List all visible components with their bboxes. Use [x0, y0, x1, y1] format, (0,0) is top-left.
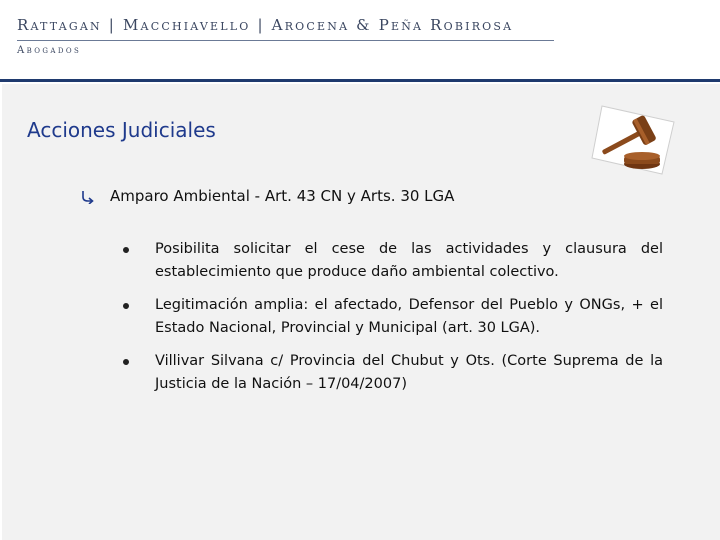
bullet-dot-icon: [123, 247, 129, 253]
list-item-text: Posibilita solicitar el cese de las actividades y clausura del establecimiento que produce daño ambiental colectivo.: [155, 241, 663, 280]
firm-subtitle: Abogados: [17, 45, 82, 56]
firm-name-rule: [17, 40, 554, 41]
main-bullet: [80, 187, 454, 205]
list-item: [123, 238, 663, 284]
list-item: [123, 350, 663, 396]
slide-title: Acciones Judiciales: [27, 118, 216, 142]
main-bullet-text: Amparo Ambiental - Art. 43 CN y Arts. 30 LGA: [110, 187, 455, 205]
header-band: [0, 79, 720, 82]
gavel-icon: [590, 100, 676, 176]
arrow-bullet-icon: [80, 188, 96, 204]
sub-bullet-list: [123, 238, 663, 406]
list-item: [123, 294, 663, 340]
bullet-dot-icon: [123, 303, 129, 309]
slide-header: [0, 0, 720, 82]
list-item-text: Legitimación amplia: el afectado, Defensor del Pueblo y ONGs, + el Estado Nacional, Provincial y Municipal (art. 30 LGA).: [155, 297, 663, 336]
list-item-text: Villivar Silvana c/ Provincia del Chubut y Ots. (Corte Suprema de la Justicia de la Nación – 17/04/2007): [155, 353, 663, 392]
firm-name: Rattagan | Macchiavello | Arocena & Peña Robirosa: [17, 16, 514, 34]
bullet-dot-icon: [123, 359, 129, 365]
